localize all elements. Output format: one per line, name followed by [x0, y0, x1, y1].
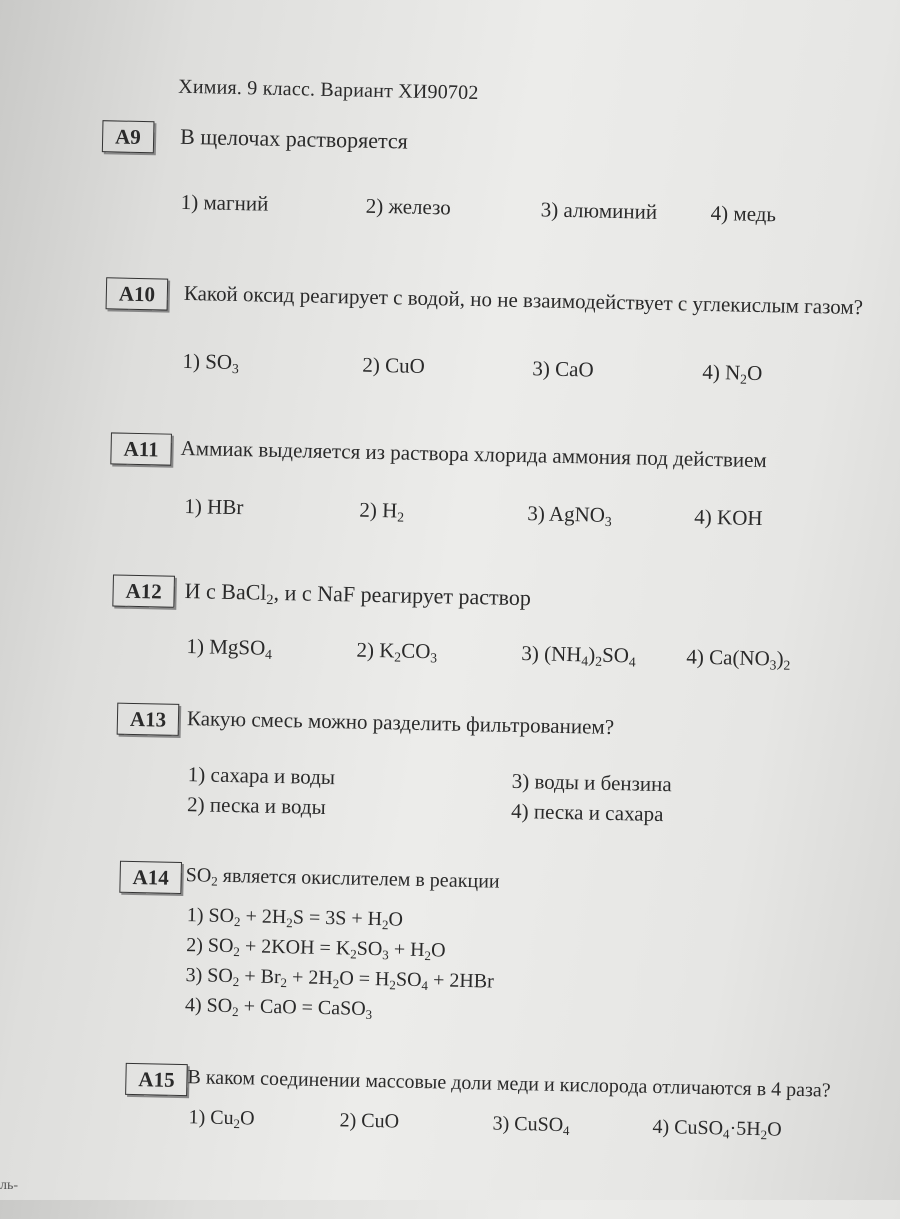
- question-text: И с BaCl$_2$, и с NaF реагирует раствор: [184, 577, 532, 611]
- question-number: A9: [102, 120, 154, 153]
- option-2: 2) $SO_2 + 2KOH = K_2SO_3 + H_2O$: [186, 934, 446, 964]
- option-3: 3) воды и бензина: [511, 768, 672, 797]
- option-4: 4) песка и сахара: [510, 798, 664, 827]
- cut-off-margin-text: ль-: [0, 1178, 19, 1193]
- option-4: 4) KOH: [694, 504, 763, 531]
- question-number: A12: [112, 574, 175, 607]
- option-1: 1) $SO_2 + 2H_2S = 3S + H_2O$: [186, 904, 404, 933]
- question-number: A15: [125, 1063, 188, 1096]
- question-text: $SO_2$ является окислителем в реакции: [185, 864, 500, 893]
- question-number: A11: [110, 432, 172, 465]
- option-4: 4) медь: [710, 200, 777, 227]
- question-text: Какой оксид реагирует с водой, но не взаимодействует с углекислым газом?: [183, 280, 864, 320]
- option-1: 1) сахара и воды: [187, 762, 336, 790]
- question-text: В каком соединении массовые доли меди и кислорода отличаются в 4 раза?: [187, 1066, 831, 1102]
- option-4: 4) $CuSO_4\cdot 5H_2O$: [652, 1115, 782, 1143]
- option-3: 3) $SO_2 + Br_2 + 2H_2O = H_2SO_4 + 2HBr$: [185, 964, 495, 994]
- option-2: 2) CuO: [339, 1109, 400, 1133]
- option-2: 2) CuO: [362, 352, 426, 378]
- page-header: Химия. 9 класс. Вариант ХИ90702: [177, 75, 479, 105]
- option-2: 2) песка и воды: [186, 792, 326, 819]
- option-1: 1) HBr: [184, 493, 244, 520]
- option-4: 4) $Ca(NO_3)_2$: [686, 644, 791, 673]
- option-2: 2) $K_2CO_3$: [356, 637, 438, 666]
- option-1: 1) магний: [180, 189, 269, 216]
- question-text: Аммиак выделяется из раствора хлорида аммония под действием: [180, 435, 767, 473]
- option-3: 3) алюминий: [540, 197, 658, 224]
- option-3: 3) $(NH_4)_2SO_4$: [521, 641, 636, 670]
- option-3: 3) CuSO$_4$: [492, 1112, 570, 1139]
- option-1: 1) MgSO$_4$: [186, 634, 273, 662]
- question-number: A14: [119, 861, 182, 894]
- question-number: A10: [106, 277, 169, 310]
- option-1: 1) $Cu_2O$: [188, 1106, 255, 1132]
- option-3: 3) AgNO$_3$: [527, 501, 612, 530]
- question-number: A13: [117, 703, 180, 736]
- option-1: 1) $SO_3$: [182, 348, 239, 377]
- option-3: 3) CaO: [532, 356, 594, 382]
- option-2: 2) $H_2$: [359, 497, 405, 525]
- option-4: 4) $N_2O$: [702, 359, 763, 387]
- option-2: 2) железо: [365, 193, 452, 220]
- question-text: Какую смесь можно разделить фильтрованием?: [186, 706, 615, 740]
- question-text: В щелочах растворяется: [179, 123, 409, 154]
- option-4: 4) $SO_2$ + CaO = CaSO$_3$: [184, 994, 373, 1022]
